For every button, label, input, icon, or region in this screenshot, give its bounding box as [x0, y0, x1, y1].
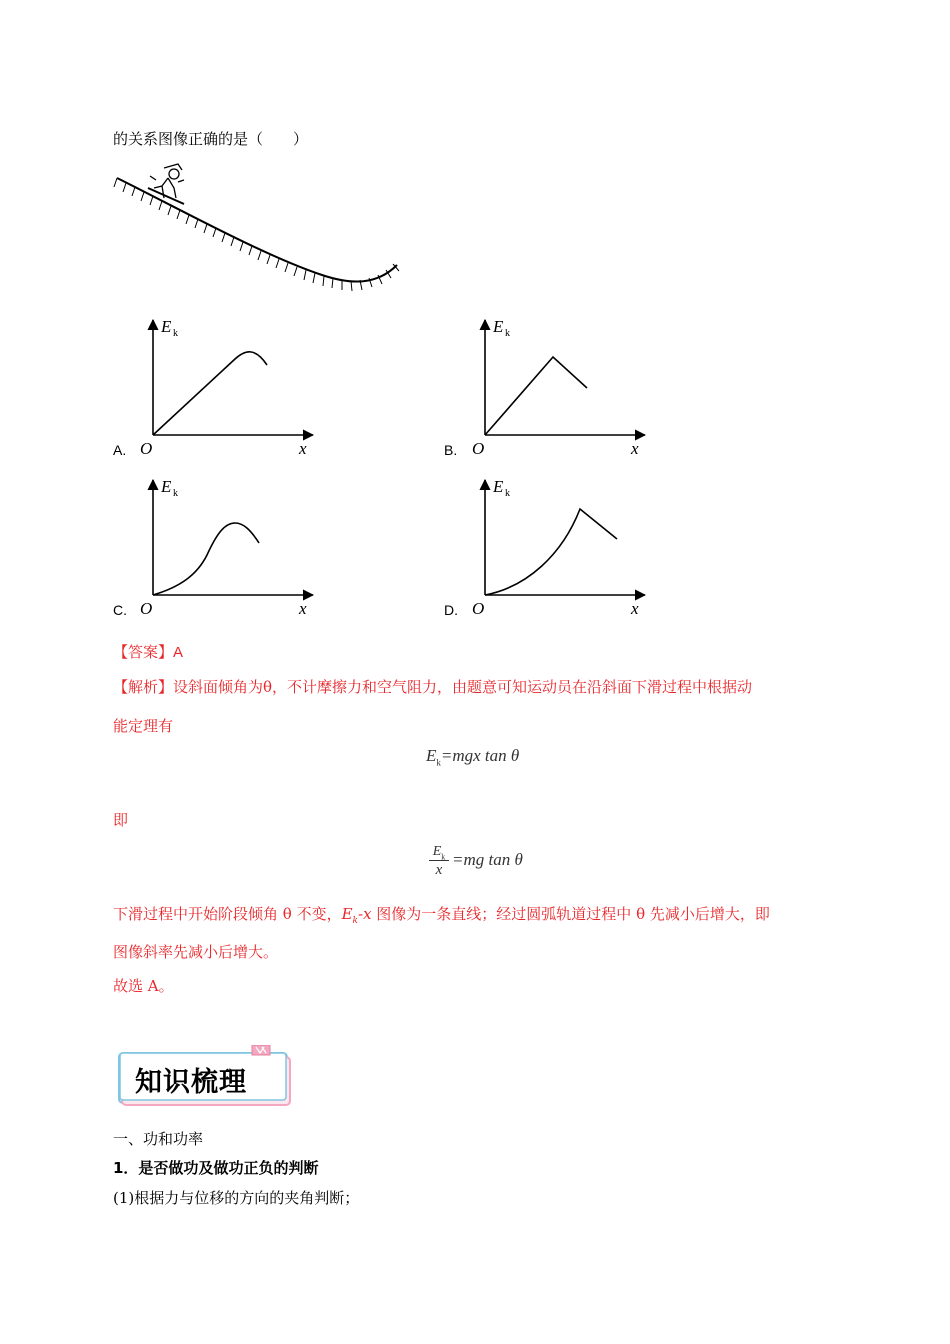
x-axis-label: x: [631, 599, 639, 618]
option-b[interactable]: [444, 440, 457, 459]
x-axis-label: x: [631, 439, 639, 458]
y-axis-sub: k: [505, 328, 510, 339]
fraction-bar: [429, 860, 449, 861]
item-1-1: (1)根据力与位移的方向的夹角判断；: [113, 1189, 360, 1207]
origin-label: O: [472, 439, 485, 458]
analysis-line-1: [113, 676, 752, 697]
origin-label: O: [472, 599, 485, 618]
y-axis-sub: k: [173, 328, 178, 339]
eq2-denominator: x: [435, 862, 443, 878]
equation-2: [427, 840, 547, 886]
eq1-rhs: =mgx tan θ: [440, 746, 520, 765]
option-c-label: C.: [113, 602, 127, 618]
analysis-line-3: [113, 903, 770, 926]
analysis-text-1: 设斜面倾角为θ，不计摩擦力和空气阻力，由题意可知运动员在沿斜面下滑过程中根据动: [173, 678, 753, 696]
y-axis-label: E: [493, 317, 504, 336]
graph-c: [135, 475, 320, 620]
option-a-label: A.: [113, 442, 127, 458]
x-symbol: -x: [358, 905, 372, 923]
curve-c: [153, 523, 259, 595]
x-axis-label: x: [299, 599, 307, 618]
option-a[interactable]: [113, 440, 126, 459]
banner-title: 知识梳理: [135, 1067, 247, 1098]
graph-a: [135, 315, 320, 460]
analysis-text-3b: 图像为一条直线；经过圆弧轨道过程中 θ 先减小后增大，即: [371, 905, 770, 923]
eq2-rhs: =mg tan θ: [452, 850, 523, 869]
analysis-line-4: 图像斜率先减小后增大。: [113, 943, 279, 961]
eq2-numerator: E: [432, 844, 442, 859]
curve-a: [153, 352, 267, 435]
answer-tag: 【答案】: [113, 643, 174, 661]
origin-label: O: [140, 439, 153, 458]
y-axis-label: E: [161, 477, 172, 496]
analysis-tag: 【解析】: [113, 678, 174, 696]
knowledge-banner: [116, 1045, 291, 1105]
ek-symbol: E: [341, 905, 353, 923]
option-c[interactable]: [113, 600, 127, 619]
option-d-label: D.: [444, 602, 458, 618]
curve-d: [485, 509, 617, 595]
item-1: 1．是否做功及做功正负的判断: [113, 1159, 319, 1177]
eq1-lhs: E: [426, 746, 437, 765]
curve-b: [485, 357, 587, 435]
graph-b: [467, 315, 652, 460]
y-axis-label: E: [161, 317, 172, 336]
analysis-line-2: 能定理有: [113, 717, 174, 735]
section-heading: 一、功和功率: [113, 1130, 204, 1148]
y-axis-sub: k: [505, 488, 510, 499]
analysis-line-5: 故选 A。: [113, 977, 174, 995]
y-axis-sub: k: [173, 488, 178, 499]
slope-hatching: [114, 178, 399, 291]
skier-icon: [148, 164, 184, 204]
ski-slope-illustration: [112, 160, 412, 300]
question-stem: 的关系图像正确的是（ ）: [113, 130, 309, 148]
eq2-num-sub: k: [441, 852, 446, 862]
ek-sub: k: [352, 916, 358, 926]
y-axis-label: E: [493, 477, 504, 496]
graph-d: [467, 475, 652, 620]
option-d[interactable]: [444, 600, 458, 619]
x-axis-label: x: [299, 439, 307, 458]
analysis-text-3a: 下滑过程中开始阶段倾角 θ 不变，: [113, 905, 342, 923]
equation-1: [426, 746, 519, 767]
answer-line: [113, 641, 183, 662]
eq1-sub: k: [436, 757, 441, 768]
answer-value: A: [173, 644, 184, 661]
analysis-ji: 即: [113, 811, 129, 829]
option-b-label: B.: [444, 442, 458, 458]
banner-clip-icon: [252, 1045, 270, 1055]
origin-label: O: [140, 599, 153, 618]
